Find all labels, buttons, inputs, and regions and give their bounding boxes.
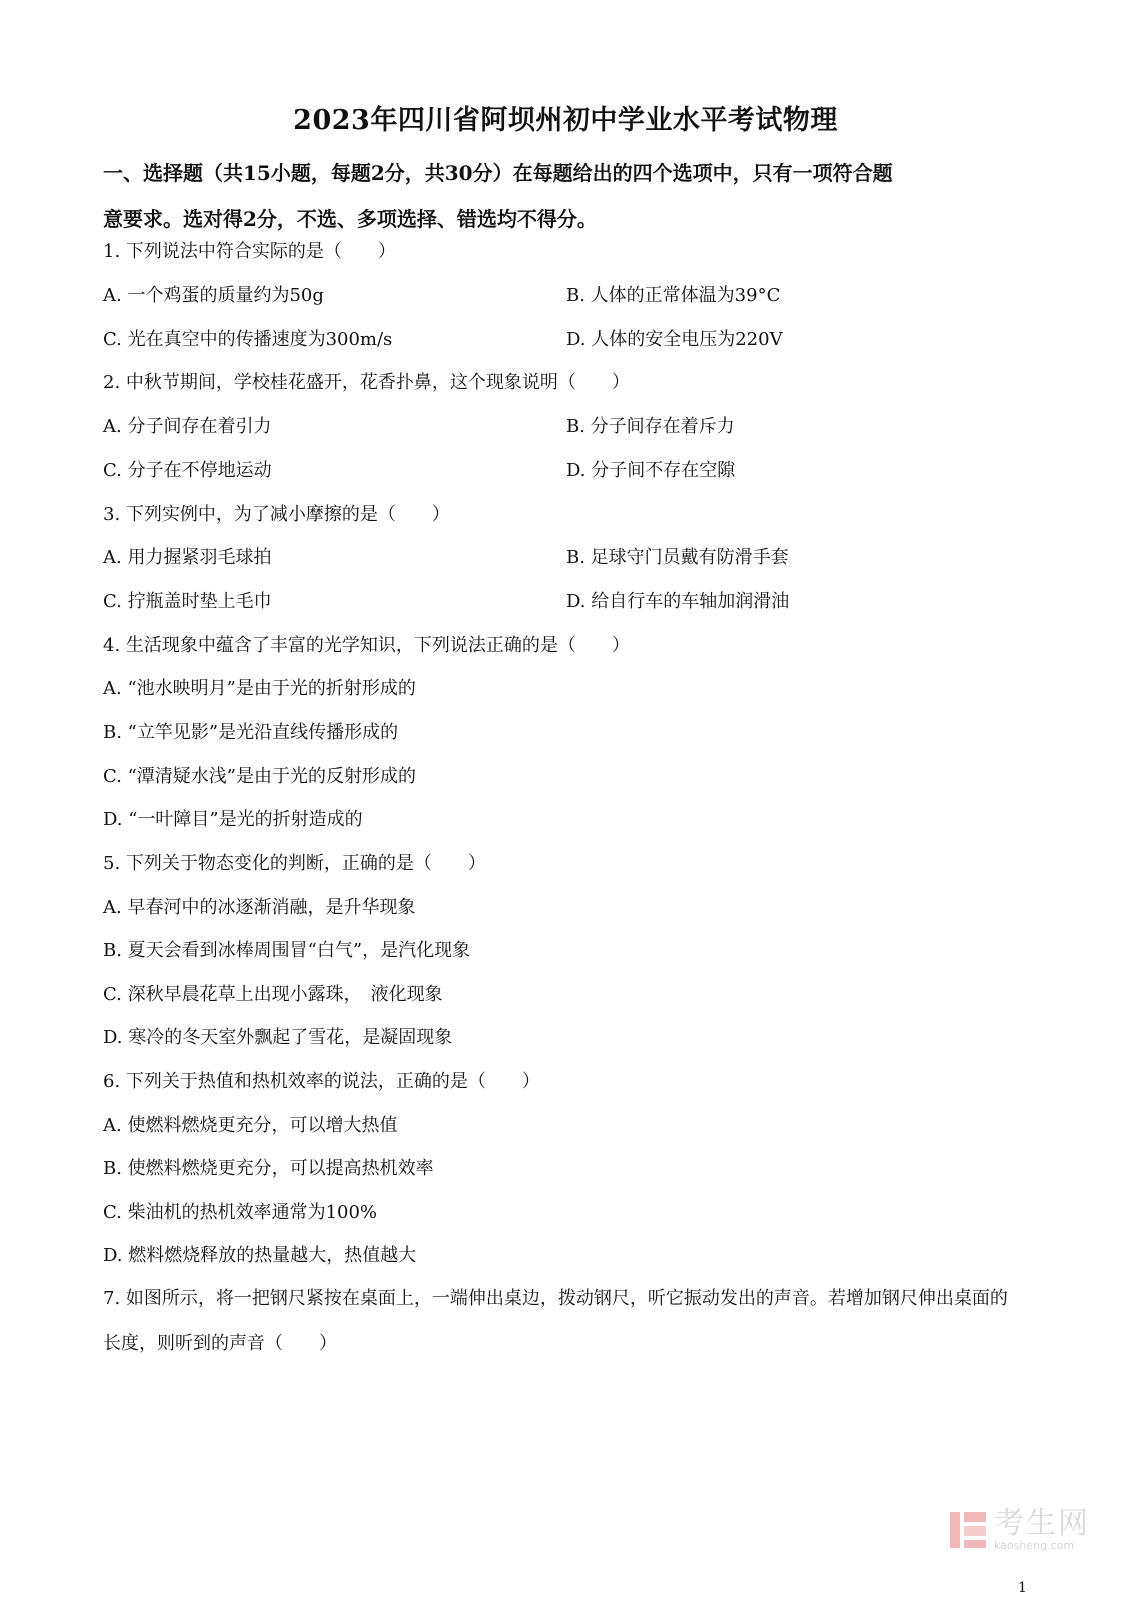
section-heading-line2: 意要求。选对得2分，不选、多项选择、错选均不得分。 xyxy=(103,207,597,231)
question-4-option-a: A. “池水映明月”是由于光的折射形成的 xyxy=(103,678,416,699)
question-4-option-d: D. “一叶障目”是光的折射造成的 xyxy=(103,809,363,830)
question-1-option-b: B. 人体的正常体温为39°C xyxy=(566,285,781,306)
section-heading-line1: 一、选择题（共15小题，每题2分，共30分）在每题给出的四个选项中，只有一项符合题 xyxy=(103,161,893,185)
question-1-option-c: C. 光在真空中的传播速度为300m/s xyxy=(103,329,393,350)
question-6-option-d: D. 燃料燃烧释放的热量越大，热值越大 xyxy=(103,1245,417,1266)
question-2-option-a: A. 分子间存在着引力 xyxy=(103,416,272,437)
question-3-option-c: C. 拧瓶盖时垫上毛巾 xyxy=(103,591,272,612)
watermark-cn: 考生网 xyxy=(994,1506,1090,1541)
question-3-option-a: A. 用力握紧羽毛球拍 xyxy=(103,547,272,568)
question-4-option-c: C. “潭清疑水浅”是由于光的反射形成的 xyxy=(103,766,416,787)
question-3-stem: 3. 下列实例中，为了减小摩擦的是（ ） xyxy=(103,504,450,525)
question-2-option-b: B. 分子间存在着斥力 xyxy=(566,416,735,437)
question-7-stem: 7. 如图所示，将一把钢尺紧按在桌面上，一端伸出桌边，拨动钢尺，听它振动发出的声音。若增加钢尺伸出桌面的长度，则听到的声音（ ） xyxy=(103,1288,1008,1354)
question-1-option-a: A. 一个鸡蛋的质量约为50g xyxy=(103,285,324,306)
watermark-en: kaosheng.com xyxy=(994,1539,1075,1552)
question-2-option-d: D. 分子间不存在空隙 xyxy=(566,460,736,481)
question-5-option-a: A. 早春河中的冰逐渐消融，是升华现象 xyxy=(103,897,416,918)
question-6-option-a: A. 使燃料燃烧更充分，可以增大热值 xyxy=(103,1115,398,1136)
watermark-text xyxy=(994,1508,1090,1552)
question-2-stem: 2. 中秋节期间，学校桂花盛开，花香扑鼻，这个现象说明（ ） xyxy=(103,372,630,393)
question-6-option-c: C. 柴油机的热机效率通常为100% xyxy=(103,1202,378,1223)
question-6-option-b: B. 使燃料燃烧更充分，可以提高热机效率 xyxy=(103,1158,434,1179)
question-5-option-c: C. 深秋早晨花草上出现小露珠， 液化现象 xyxy=(103,984,443,1005)
section-heading xyxy=(103,150,1023,242)
question-4-stem: 4. 生活现象中蕴含了丰富的光学知识，下列说法正确的是（ ） xyxy=(103,635,630,656)
question-1-stem: 1. 下列说法中符合实际的是（ ） xyxy=(103,241,396,262)
question-3-option-b: B. 足球守门员戴有防滑手套 xyxy=(566,547,789,568)
question-3-option-d: D. 给自行车的车轴加润滑油 xyxy=(566,591,790,612)
page-number: 1 xyxy=(1018,1580,1027,1596)
question-5-stem: 5. 下列关于物态变化的判断，正确的是（ ） xyxy=(103,853,486,874)
question-4-option-b: B. “立竿见影”是光沿直线传播形成的 xyxy=(103,722,399,743)
question-1-option-d: D. 人体的安全电压为220V xyxy=(566,329,783,350)
question-6-stem: 6. 下列关于热值和热机效率的说法，正确的是（ ） xyxy=(103,1071,540,1092)
question-2-option-c: C. 分子在不停地运动 xyxy=(103,460,272,481)
page-title: 2023年四川省阿坝州初中学业水平考试物理 xyxy=(293,105,838,136)
kaosheng-logo-icon xyxy=(948,1508,988,1552)
question-5-option-d: D. 寒冷的冬天室外飘起了雪花，是凝固现象 xyxy=(103,1027,453,1048)
watermark xyxy=(948,1506,1118,1554)
question-5-option-b: B. 夏天会看到冰棒周围冒“白气”，是汽化现象 xyxy=(103,940,471,961)
